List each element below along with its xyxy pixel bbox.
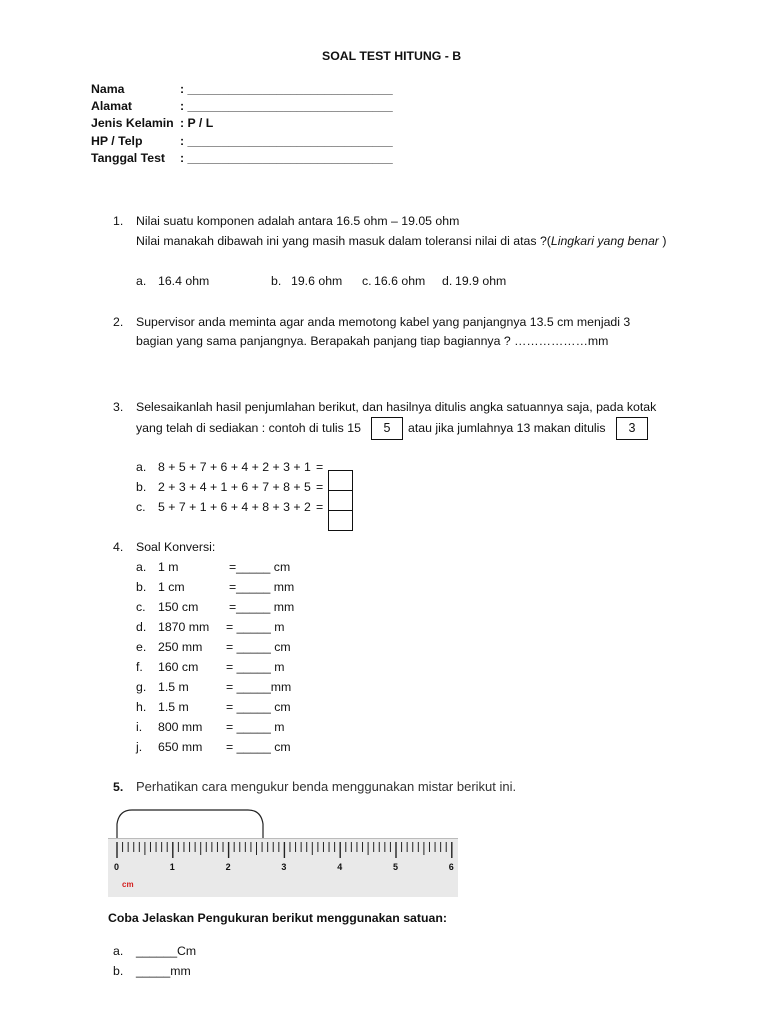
item-letter: a. [113,944,124,958]
identity-label: Tanggal Test [91,151,166,165]
identity-label: Jenis Kelamin [91,116,174,130]
conversion-answer[interactable]: = _____ m [226,660,285,674]
option-d[interactable]: 19.9 ohm [455,274,507,288]
conversion-answer[interactable]: = _____ m [226,620,285,634]
question-number: 4. [113,540,124,554]
equals-sign: = [316,500,324,514]
question-text: yang telah di sediakan : contoh di tulis 15 [136,421,361,435]
option-letter: a. [136,274,147,288]
question-number: 2. [113,315,124,329]
equals-sign: = [316,480,324,494]
item-letter: d. [136,620,147,634]
option-a[interactable]: 16.4 ohm [158,274,210,288]
question-text: Selesaikanlah hasil penjumlahan berikut, dan hasilnya ditulis angka satuannya saja, pada kotak [136,400,657,414]
conversion-value: 250 mm [158,640,203,654]
item-letter: g. [136,680,147,694]
item-letter: h. [136,700,147,714]
option-letter: b. [271,274,282,288]
conversion-answer[interactable]: = _____ cm [226,700,291,714]
question-text: Nilai manakah dibawah ini yang masih masuk dalam toleransi nilai di atas ?(Lingkari yang benar ) [136,234,667,248]
conversion-value: 1 cm [158,580,185,594]
conversion-value: 1 m [158,560,179,574]
conversion-value: 1.5 m [158,680,189,694]
identity-label: Nama [91,82,125,96]
ruler-label: 4 [337,862,343,872]
item-letter: c. [136,600,146,614]
item-letter: f. [136,660,143,674]
answer-mm-field[interactable]: _____mm [136,964,191,978]
conversion-value: 1.5 m [158,700,189,714]
phone-field[interactable]: : ______________________________ [180,134,393,148]
example-box-1: 5 [371,417,403,440]
sum-expression: 5 + 7 + 1 + 6 + 4 + 8 + 3 + 2 [158,500,311,514]
example-box-2: 3 [616,417,648,440]
option-letter: d. [442,274,453,288]
ruler-label: 2 [225,862,231,872]
item-letter: e. [136,640,147,654]
item-letter: b. [136,580,147,594]
question-title: Soal Konversi: [136,540,216,554]
ruler-label: 5 [393,862,399,872]
option-letter: c. [362,274,372,288]
conversion-value: 800 mm [158,720,203,734]
item-letter: i. [136,720,143,734]
answer-box-a[interactable] [328,470,353,491]
ruler-label: 0 [114,862,120,872]
answer-cm-field[interactable]: ______Cm [136,944,197,958]
conversion-value: 1870 mm [158,620,210,634]
conversion-value: 650 mm [158,740,203,754]
question-text: atau jika jumlahnya 13 makan ditulis [408,421,606,435]
ruler-label: 1 [169,862,175,872]
item-letter: j. [136,740,143,754]
question-number: 3. [113,400,124,414]
sum-expression: 2 + 3 + 4 + 1 + 6 + 7 + 8 + 5 [158,480,311,494]
explain-instruction: Coba Jelaskan Pengukuran berikut menggunakan satuan: [108,911,447,925]
conversion-answer[interactable]: =_____ mm [229,580,295,594]
ruler-label: 6 [448,862,454,872]
option-b[interactable]: 19.6 ohm [291,274,343,288]
question-text: Supervisor anda meminta agar anda memotong kabel yang panjangnya 13.5 cm menjadi 3 [136,315,631,329]
ruler-label: 3 [281,862,287,872]
sum-expression: 8 + 5 + 7 + 6 + 4 + 2 + 3 + 1 [158,460,311,474]
address-field[interactable]: : ______________________________ [180,99,393,113]
item-letter: a. [136,560,147,574]
identity-label: Alamat [91,99,133,113]
ruler-scale-labels [108,839,458,897]
answer-box-b[interactable] [328,490,353,511]
question-text: bagian yang sama panjangnya. Berapakah panjang tiap bagiannya ? ………………mm [136,334,609,348]
gender-field[interactable]: : P / L [180,116,214,130]
test-date-field[interactable]: : ______________________________ [180,151,393,165]
option-c[interactable]: 16.6 ohm [374,274,426,288]
item-letter: b. [113,964,124,978]
conversion-answer[interactable]: = _____ cm [226,640,291,654]
identity-label: HP / Telp [91,134,143,148]
conversion-answer[interactable]: =_____ mm [229,600,295,614]
name-field[interactable]: : ______________________________ [180,82,393,96]
question-number: 1. [113,214,124,228]
item-letter: c. [136,500,146,514]
item-letter: b. [136,480,147,494]
ruler-image [108,838,458,897]
item-letter: a. [136,460,147,474]
conversion-value: 160 cm [158,660,199,674]
question-text: Perhatikan cara mengukur benda menggunakan mistar berikut ini. [136,779,517,794]
conversion-answer[interactable]: = _____ cm [226,740,291,754]
conversion-value: 150 cm [158,600,199,614]
ruler-unit: cm [122,880,134,889]
equals-sign: = [316,460,324,474]
question-number: 5. [113,780,124,794]
conversion-answer[interactable]: = _____mm [226,680,292,694]
page-title: SOAL TEST HITUNG - B [322,49,462,63]
question-text: Nilai suatu komponen adalah antara 16.5 ohm – 19.05 ohm [136,214,460,228]
conversion-answer[interactable]: = _____ m [226,720,285,734]
answer-box-c[interactable] [328,510,353,531]
conversion-answer[interactable]: =_____ cm [229,560,291,574]
